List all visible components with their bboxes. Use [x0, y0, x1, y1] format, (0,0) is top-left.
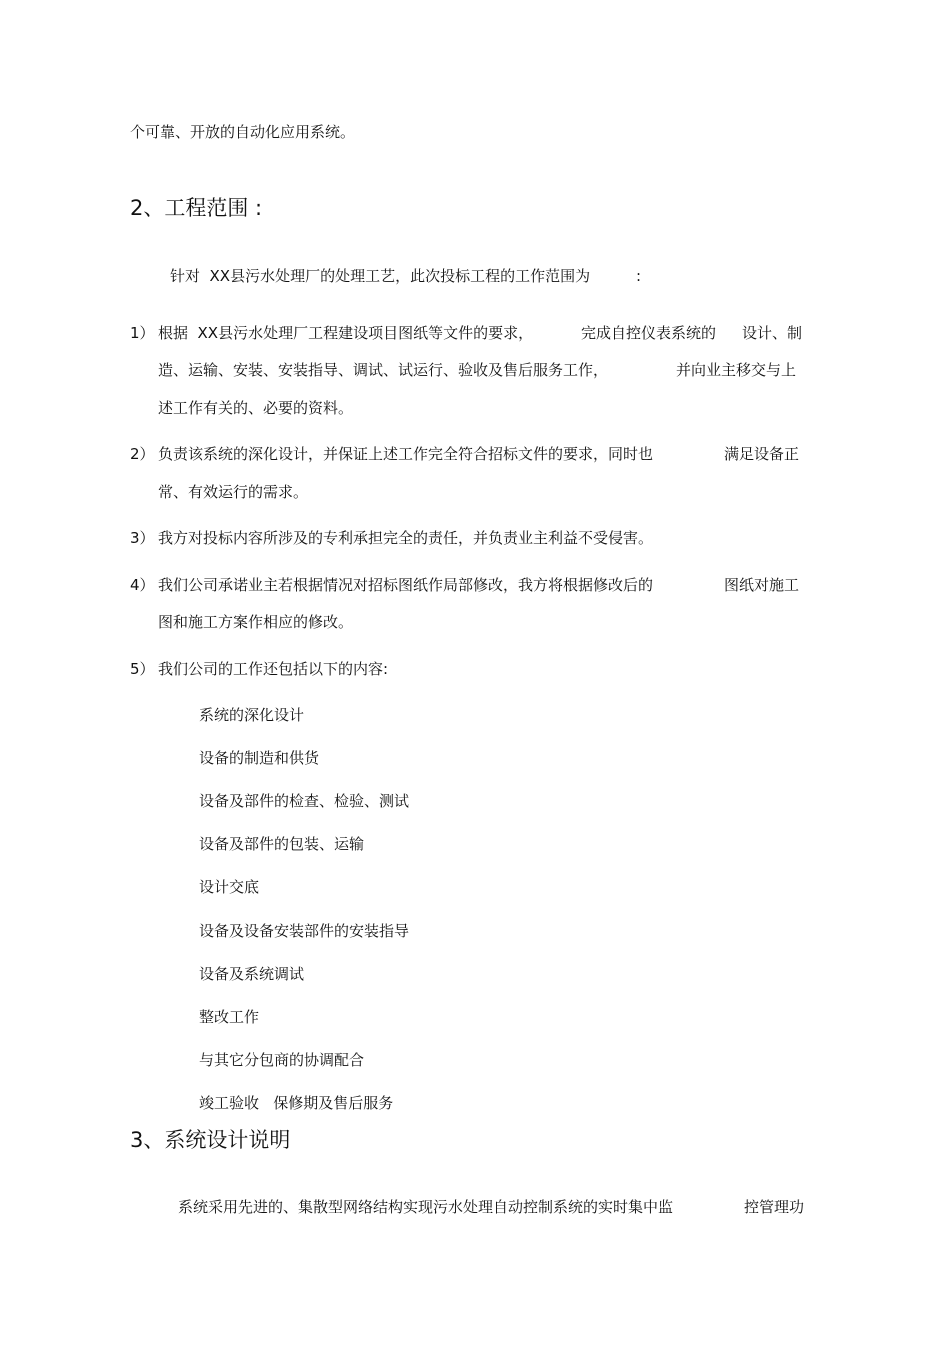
- item-2-number: 2）: [130, 445, 155, 463]
- item-4-line-2: 图和施工方案作相应的修改。: [158, 613, 354, 631]
- item-1-line-1c: 设计、制: [742, 324, 803, 342]
- scope-list-item: 与其它分包商的协调配合: [199, 1051, 365, 1069]
- section-3-heading: 3、系统设计说明: [130, 1128, 291, 1152]
- section-3-paragraph-b: 控管理功: [744, 1198, 805, 1216]
- item-3-line-1: 我方对投标内容所涉及的专利承担完全的责任，并负责业主利益不受侵害。: [158, 529, 654, 547]
- item-1-line-2b: 并向业主移交与上: [676, 361, 797, 379]
- item-3-number: 3）: [130, 529, 155, 547]
- item-4-line-1a: 我们公司承诺业主若根据情况对招标图纸作局部修改，我方将根据修改后的: [158, 576, 654, 594]
- item-4-line-1b: 图纸对施工: [724, 576, 800, 594]
- scope-list-item: 竣工验收 保修期及售后服务: [199, 1094, 394, 1112]
- item-2-line-1b: 满足设备正: [724, 445, 800, 463]
- item-1-number: 1）: [130, 324, 155, 342]
- section-2-heading: 2、工程范围 :: [130, 196, 263, 220]
- scope-list-item: 整改工作: [199, 1008, 260, 1026]
- scope-list-item: 设备及部件的包装、运输: [199, 835, 365, 853]
- section-2-lead: 针对 XX县污水处理厂的处理工艺，此次投标工程的工作范围为: [170, 267, 591, 285]
- item-1-line-2a: 造、运输、安装、安装指导、调试、试运行、验收及售后服务工作，: [158, 361, 609, 379]
- scope-list-item: 设备及设备安装部件的安装指导: [199, 922, 410, 940]
- item-2-line-1a: 负责该系统的深化设计，并保证上述工作完全符合招标文件的要求，同时也: [158, 445, 654, 463]
- item-1-line-1b: 完成自控仪表系统的: [581, 324, 717, 342]
- section-3-paragraph-a: 系统采用先进的、集散型网络结构实现污水处理自动控制系统的实时集中监: [178, 1198, 674, 1216]
- item-5-number: 5）: [130, 660, 155, 678]
- scope-list-item: 设备及系统调试: [199, 965, 305, 983]
- section-2-lead-colon: :: [636, 267, 642, 285]
- scope-list-item: 系统的深化设计: [199, 706, 305, 724]
- item-2-line-2: 常、有效运行的需求。: [158, 483, 309, 501]
- item-1-line-1a: 根据 XX县污水处理厂工程建设项目图纸等文件的要求，: [158, 324, 534, 342]
- scope-list-item: 设备及部件的检查、检验、测试: [199, 792, 410, 810]
- intro-line: 个可靠、开放的自动化应用系统。: [130, 123, 356, 141]
- item-5-line-1: 我们公司的工作还包括以下的内容:: [158, 660, 389, 678]
- item-4-number: 4）: [130, 576, 155, 594]
- scope-list-item: 设计交底: [199, 878, 260, 896]
- scope-list-item: 设备的制造和供货: [199, 749, 320, 767]
- item-1-line-3: 述工作有关的、必要的资料。: [158, 399, 354, 417]
